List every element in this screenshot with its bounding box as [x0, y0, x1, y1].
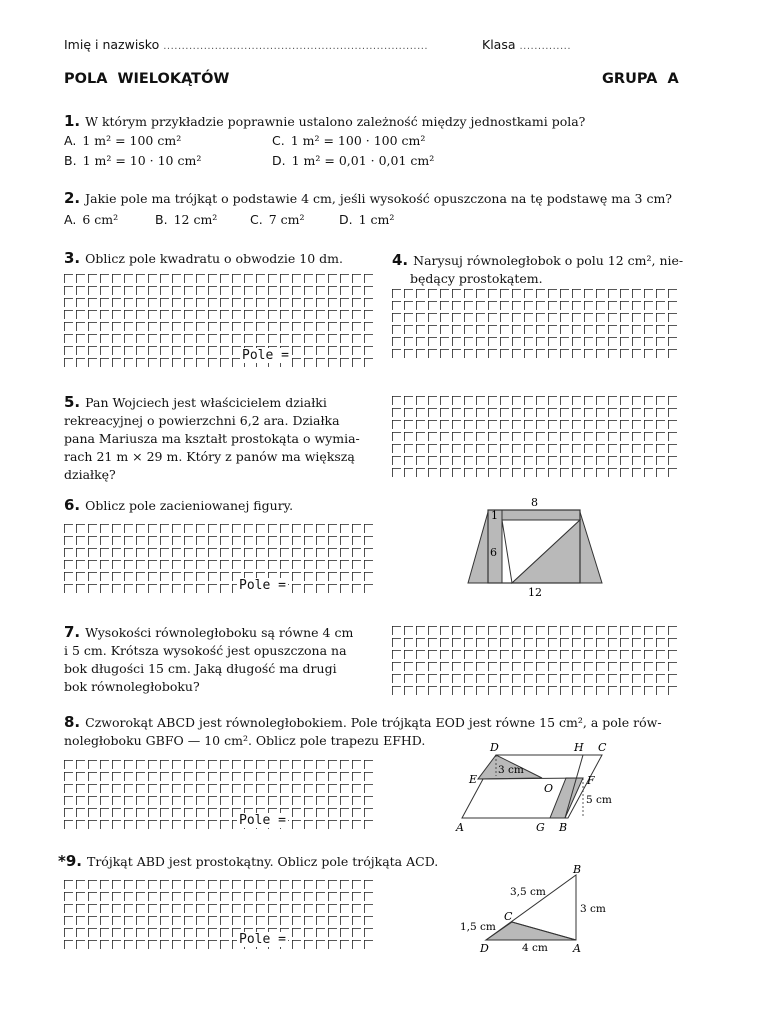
- figure-q6: [460, 494, 610, 600]
- question-number: 2.: [64, 189, 81, 207]
- question-3: [64, 249, 343, 267]
- question-text-line1: Czworokąt ABCD jest równoległobokiem. Pole trójkąta EOD jest równe 15 cm², a pole rów-: [85, 715, 662, 730]
- vertex-a: A: [456, 821, 464, 834]
- label-4cm: 4 cm: [522, 942, 548, 954]
- answer-grid-q6[interactable]: [64, 524, 376, 596]
- vertex-b: B: [573, 863, 582, 876]
- label-3cm: 3 cm: [580, 903, 606, 915]
- question-5: [64, 393, 360, 484]
- label-8: 8: [531, 496, 538, 509]
- figure-q9: [456, 862, 616, 958]
- q1-option-a[interactable]: [64, 133, 181, 148]
- answer-label-q8: Pole =: [239, 813, 286, 828]
- vertex-e: E: [469, 773, 478, 786]
- left-shaded-trapezoid: [468, 512, 488, 583]
- question-number: 5.: [64, 393, 81, 411]
- question-text-line: i 5 cm. Krótsza wysokość jest opuszczona na: [64, 643, 347, 658]
- question-text-line: bok długości 15 cm. Jaką długość ma drugi: [64, 661, 337, 676]
- vertex-f: F: [587, 774, 595, 787]
- label-1: 1: [491, 509, 498, 522]
- answer-grid-q4[interactable]: [392, 289, 680, 361]
- option-label: D.: [272, 153, 286, 168]
- question-number: 3.: [64, 249, 81, 267]
- triangle-acd-shaded: [486, 922, 576, 940]
- name-label: Imię i nazwisko: [64, 37, 160, 52]
- vertex-d: D: [490, 741, 499, 754]
- label-1-5cm: 1,5 cm: [460, 921, 496, 933]
- class-label: Klasa: [482, 37, 516, 52]
- question-4: [392, 251, 682, 288]
- label-3-5cm: 3,5 cm: [510, 886, 546, 898]
- question-text-line: pana Mariusza ma kształt prostokąta o wymia-: [64, 431, 360, 446]
- question-text-line1: Narysuj równoległobok o polu 12 cm², nie-: [413, 253, 684, 268]
- option-text: 1 cm²: [358, 212, 395, 227]
- figure-q8: [452, 740, 622, 836]
- option-label: A.: [64, 212, 77, 227]
- vertex-o: O: [544, 782, 554, 795]
- answer-grid-q9[interactable]: [64, 880, 376, 952]
- name-field[interactable]: [64, 37, 428, 52]
- answer-grid-q3[interactable]: [64, 274, 376, 370]
- q2-option-a[interactable]: [64, 212, 118, 227]
- vertex-d: D: [480, 942, 489, 955]
- question-text-line: działkę?: [64, 467, 116, 482]
- question-1: [64, 112, 585, 130]
- class-dots: ..............: [519, 41, 572, 52]
- q2-option-d[interactable]: [339, 212, 394, 227]
- option-text: 1 m² = 10 · 10 cm²: [82, 153, 202, 168]
- question-text: Jakie pole ma trójkąt o podstawie 4 cm, jeśli wysokość opuszczona na tę podstawę ma 3 cm?: [85, 191, 672, 206]
- question-text-line: bok równoległoboku?: [64, 679, 200, 694]
- parallelogram-abcd: [462, 755, 602, 818]
- vertex-h: H: [574, 741, 584, 754]
- option-label: B.: [155, 212, 168, 227]
- question-text: Oblicz pole zacieniowanej figury.: [85, 498, 294, 513]
- answer-grid-q7[interactable]: [392, 626, 680, 698]
- option-text: 1 m² = 0,01 · 0,01 cm²: [291, 153, 435, 168]
- answer-label-q9: Pole =: [239, 932, 286, 947]
- answer-grid-q5[interactable]: [392, 396, 680, 480]
- answer-label-q6: Pole =: [239, 578, 286, 593]
- question-number: 1.: [64, 112, 81, 130]
- question-7: [64, 623, 354, 696]
- answer-label-q3: Pole =: [242, 348, 289, 363]
- question-text: Oblicz pole kwadratu o obwodzie 10 dm.: [85, 251, 343, 266]
- question-number: *9.: [58, 852, 82, 870]
- question-6: [64, 496, 293, 514]
- question-text: Trójkąt ABD jest prostokątny. Oblicz pole trójkąta ACD.: [86, 854, 439, 869]
- question-text-line2: będący prostokątem.: [410, 271, 543, 286]
- vertex-c: C: [504, 910, 513, 923]
- option-label: C.: [272, 133, 285, 148]
- page-title: POLA WIELOKĄTÓW: [64, 71, 230, 87]
- label-5cm: 5 cm: [586, 794, 612, 806]
- question-2: [64, 189, 672, 207]
- option-text: 6 cm²: [82, 212, 119, 227]
- label-6: 6: [490, 546, 497, 559]
- vertex-a: A: [573, 942, 581, 955]
- question-number: 7.: [64, 623, 81, 641]
- right-shaded-trapezoid: [580, 512, 602, 583]
- option-label: D.: [339, 212, 353, 227]
- question-number: 6.: [64, 496, 81, 514]
- label-12: 12: [528, 586, 542, 599]
- question-text-line2: noległoboku GBFO — 10 cm². Oblicz pole trapezu EFHD.: [64, 733, 426, 748]
- q2-option-b[interactable]: [155, 212, 217, 227]
- group-label: GRUPA A: [602, 71, 679, 87]
- question-text-line: rekreacyjnej o powierzchni 6,2 ara. Działka: [64, 413, 340, 428]
- option-text: 12 cm²: [173, 212, 218, 227]
- q1-option-c[interactable]: [272, 133, 425, 148]
- option-label: B.: [64, 153, 77, 168]
- option-text: 7 cm²: [268, 212, 305, 227]
- label-3cm: 3 cm: [498, 764, 524, 776]
- class-field[interactable]: [482, 37, 571, 52]
- question-number: 4.: [392, 251, 409, 269]
- answer-grid-q8[interactable]: [64, 760, 376, 832]
- question-text-line: rach 21 m × 29 m. Który z panów ma większą: [64, 449, 355, 464]
- option-label: A.: [64, 133, 77, 148]
- q1-option-b[interactable]: [64, 153, 201, 168]
- question-text-line: Wysokości równoległoboku są równe 4 cm: [85, 625, 354, 640]
- vertex-g: G: [536, 821, 545, 834]
- question-9: [58, 852, 438, 870]
- question-number: 8.: [64, 713, 81, 731]
- vertex-c: C: [598, 741, 607, 754]
- option-label: C.: [250, 212, 263, 227]
- name-dots: ........................................................................: [163, 41, 429, 52]
- q1-option-d[interactable]: [272, 153, 434, 168]
- question-text: W którym przykładzie poprawnie ustalono zależność między jednostkami pola?: [85, 114, 586, 129]
- option-text: 1 m² = 100 cm²: [82, 133, 182, 148]
- vertex-b: B: [559, 821, 568, 834]
- option-text: 1 m² = 100 · 100 cm²: [290, 133, 426, 148]
- q2-option-c[interactable]: [250, 212, 305, 227]
- question-text-line: Pan Wojciech jest właścicielem działki: [85, 395, 327, 410]
